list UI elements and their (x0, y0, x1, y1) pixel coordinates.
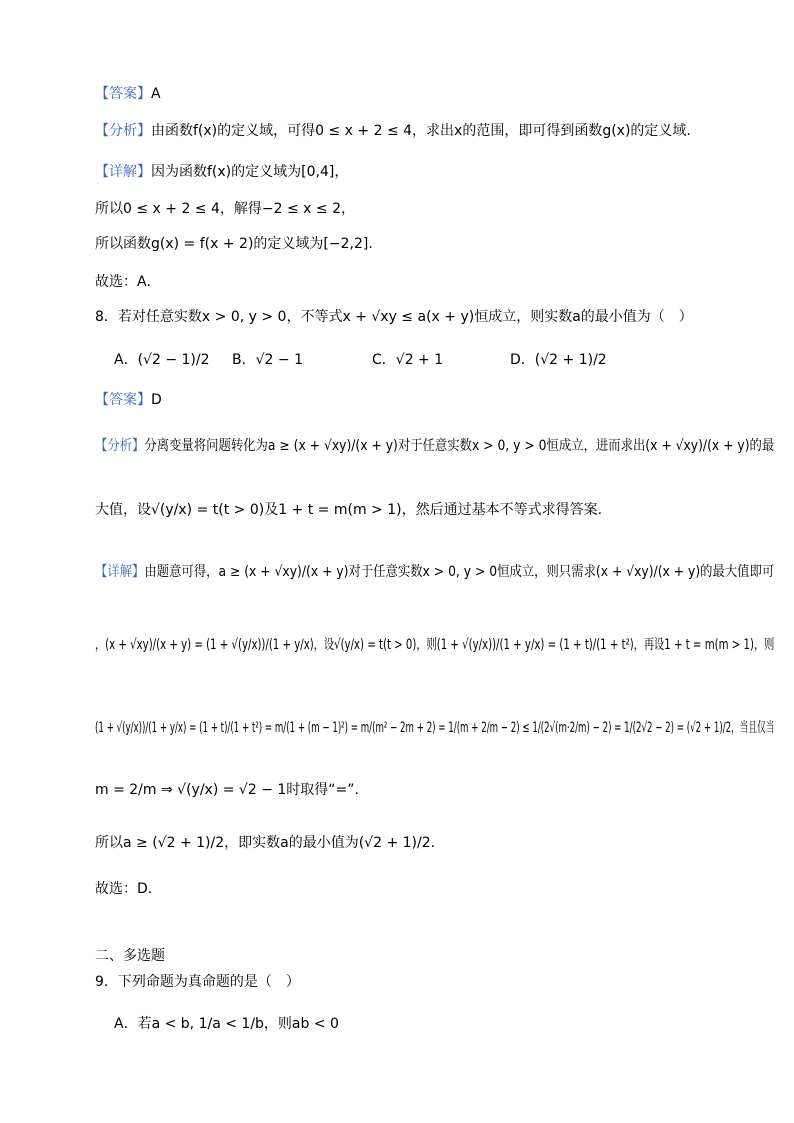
q7-analysis: 由函数f(x)的定义域，可得0 ≤ x + 2 ≤ 4，求出x的范围，即可得到函数g(x)的定义域. (151, 123, 691, 139)
q7-detail-1: 因为函数f(x)的定义域为[0,4]， (151, 164, 349, 180)
q8-answer: D (151, 392, 162, 408)
q8-detail-2: ，(x + √xy)/(x + y) = (1 + √(y/x))/(1 + y/x)，设√(y/x) = t(t > 0)，则(1 + √(y/x))/(1 + y/x) = (1 + t)/(1 + t²)，再设1 + t = m(m > 1)，则 (95, 637, 775, 653)
q7-detail-line-3 (95, 234, 373, 254)
q8-detail-5: 所以a ≥ (√2 + 1)/2，即实数a的最小值为(√2 + 1)/2. (95, 835, 436, 851)
q8-option-a: A．(√2 − 1)/2 (114, 352, 210, 368)
answer-tag: 【答案】 (95, 392, 151, 408)
q8-detail-3: (1 + √(y/x))/(1 + y/x) = (1 + t)/(1 + t²) = m/(1 + (m − 1)²) = m/(m² − 2m + 2) = 1/(m + 2/m − 2) ≤ 1/(2√(m·2/m) − 2) = 1/(2√2 − 2) = (√2 + 1)/2，当且仅当 (95, 720, 775, 736)
q8-option-d: D．(√2 + 1)/2 (510, 352, 607, 368)
analysis-tag: 【分析】 (95, 438, 145, 454)
section-heading (95, 946, 165, 966)
q8-choose-text: 故选：D. (95, 881, 153, 897)
q7-detail-2: 所以0 ≤ x + 2 ≤ 4，解得−2 ≤ x ≤ 2， (95, 201, 355, 217)
analysis-tag: 【分析】 (95, 123, 151, 139)
q9-option-a: A．若a < b, 1/a < 1/b，则ab < 0 (114, 1016, 339, 1032)
q8-detail-line-3 (95, 718, 774, 738)
q8-stem-text: 8．若对任意实数x > 0, y > 0，不等式x + √xy ≤ a(x + y)恒成立，则实数a的最小值为（ ） (95, 309, 693, 325)
q7-choose (95, 272, 151, 292)
q8-detail-1: 由题意可得，a ≥ (x + √xy)/(x + y)对于任意实数x > 0, y > 0恒成立，则只需求(x + √xy)/(x + y)的最大值即可 (144, 564, 775, 580)
q8-detail-line-1 (95, 562, 774, 582)
q7-choose-text: 故选：A. (95, 274, 151, 290)
q7-answer-line (95, 84, 161, 104)
q8-detail-line-4 (95, 780, 359, 800)
q7-analysis-line (95, 121, 691, 141)
q8-choose (95, 879, 152, 899)
q7-detail-line-2 (95, 199, 355, 219)
q8-answer-line (95, 390, 162, 410)
section-title: 二、多选题 (95, 948, 165, 964)
q8-analysis-line-1 (95, 436, 774, 456)
detail-tag: 【详解】 (95, 164, 151, 180)
answer-tag: 【答案】 (95, 86, 151, 102)
q7-answer: A (151, 86, 161, 102)
q8-analysis-1: 分离变量将问题转化为a ≥ (x + √xy)/(x + y)对于任意实数x > 0, y > 0恒成立，进而求出(x + √xy)/(x + y)的最 (144, 438, 775, 454)
q9-stem (95, 972, 300, 992)
q8-detail-line-2 (95, 635, 774, 655)
q8-analysis-2: 大值，设√(y/x) = t(t > 0)及1 + t = m(m > 1)，然后通过基本不等式求得答案. (95, 502, 603, 518)
q8-detail-line-5 (95, 833, 435, 853)
q8-detail-4: m = 2/m ⇒ √(y/x) = √2 − 1时取得“=”. (95, 782, 359, 798)
q8-stem (95, 307, 693, 327)
q9-stem-text: 9．下列命题为真命题的是（ ） (95, 974, 300, 990)
q8-analysis-line-2 (95, 500, 602, 520)
q7-detail-line-1 (95, 162, 348, 182)
q8-option-b: B．√2 − 1 (232, 352, 303, 368)
detail-tag: 【详解】 (95, 564, 145, 580)
q8-option-c: C．√2 + 1 (372, 352, 444, 368)
q7-detail-3: 所以函数g(x) = f(x + 2)的定义域为[−2,2]. (95, 236, 373, 252)
